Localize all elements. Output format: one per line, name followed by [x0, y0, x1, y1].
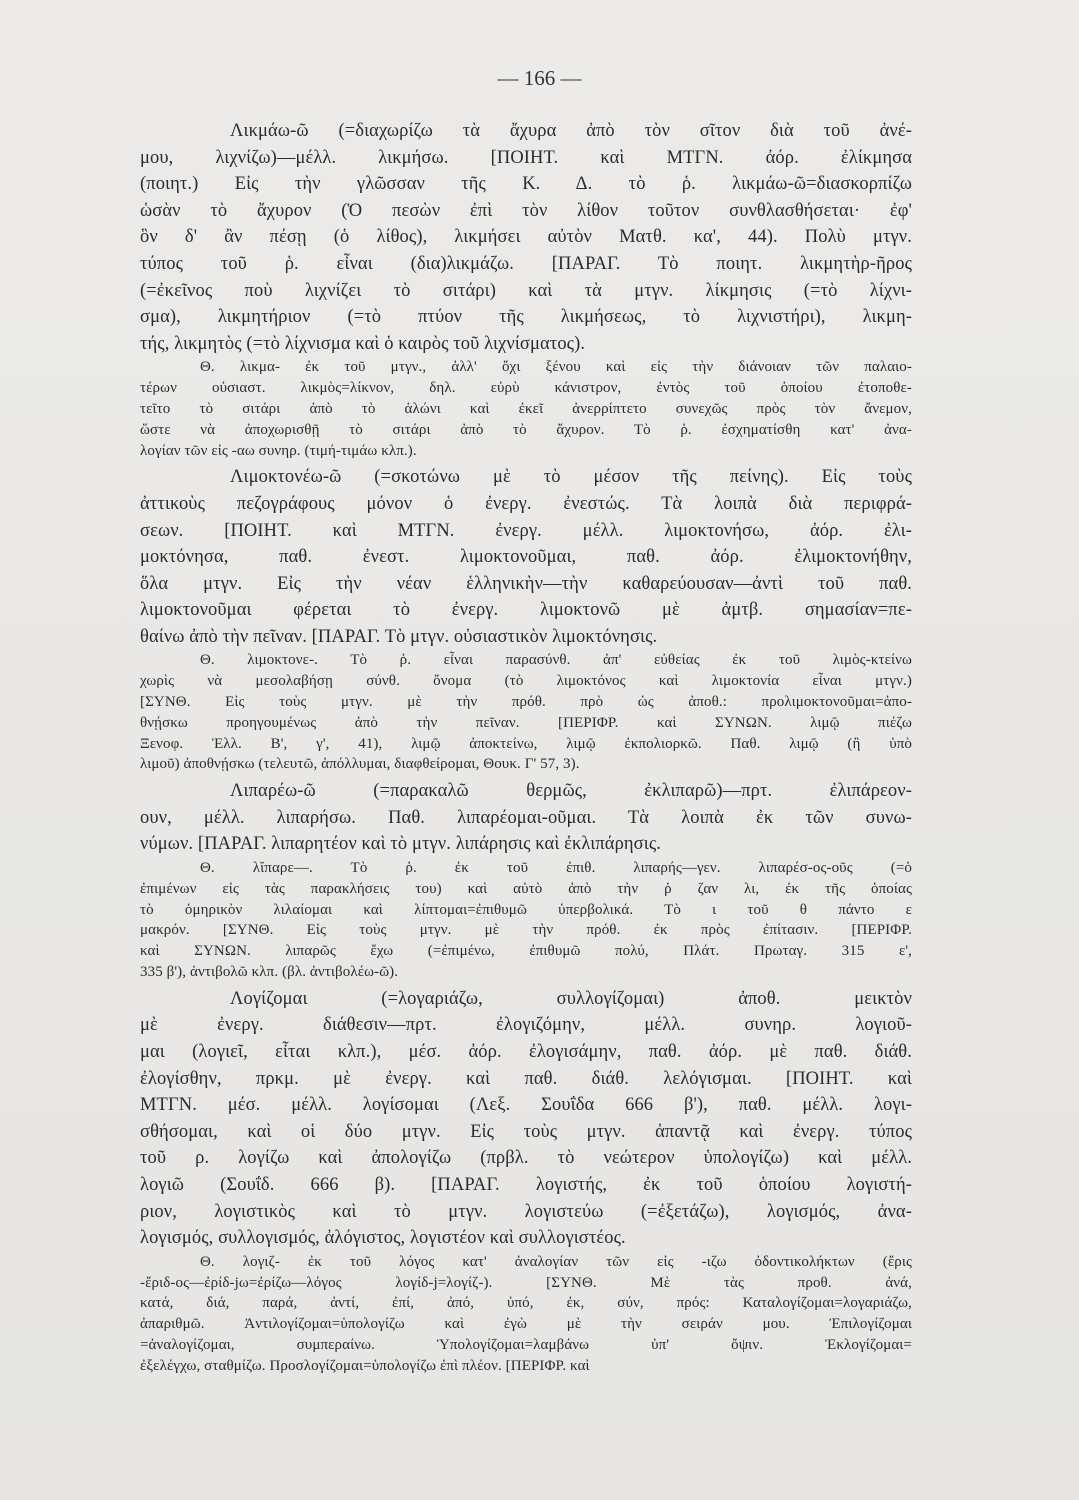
note-line: μακρόν. [ΣΥΝΘ. Εἰς τοὺς μτγν. μὲ τὴν πρόθ. ἐκ πρὸς ἐπίτασιν. [ΠΕΡΙΦΡ. — [140, 922, 912, 939]
entry-line: ἐλογίσθην, πρκμ. μὲ ἐνεργ. καὶ παθ. διάθ. λελόγισμαι. [ΠΟΙΗΤ. καὶ — [140, 1068, 912, 1089]
entry-line: τύπος τοῦ ῥ. εἶναι (δια)λικμάζω. [ΠΑΡΑΓ. Τὸ ποιητ. λικμητὴρ-ῆρος — [140, 253, 912, 274]
entry-line: ριον, λογιστικὸς καὶ τὸ μτγν. λογιστεύω (=ἐξετάζω), λογισμός, ἀνα- — [140, 1201, 912, 1222]
etymology-note — [140, 650, 912, 775]
entry-line: μὲ ἐνεργ. διάθεσιν—πρτ. ἐλογιζόμην, μέλλ. συνηρ. λογιοῦ- — [140, 1015, 912, 1036]
note-line: κατά, διά, παρά, ἀντί, ἐπί, ἀπό, ὑπό, ἐκ, σύν, πρός: Καταλογίζομαι=λογαριάζω, — [140, 1295, 912, 1312]
note-line: [ΣΥΝΘ. Εἰς τοὺς μτγν. μὲ τὴν πρόθ. πρὸ ὡς ἀποθ.: προλιμοκτονοῦμαι=ἀπο- — [140, 694, 912, 711]
entry-line: Λιμοκτονέω-ῶ (=σκοτώνω μὲ τὸ μέσον τῆς πείνης). Εἰς τοὺς — [230, 467, 912, 488]
entry-line: Λιπαρέω-ῶ (=παρακαλῶ θερμῶς, ἐκλιπαρῶ)—πρτ. ἐλιπάρεον- — [230, 781, 912, 802]
note-line: Θ. λογιζ- ἐκ τοῦ λόγος κατ' ἀναλογίαν τῶν εἰς -ιζω ὀδοντικολήκτων (ἔρις — [200, 1253, 912, 1270]
note-line: τεῖτο τὸ σιτάρι ἀπὸ τὸ ἁλώνι καὶ ἐκεῖ ἀνερρίπτετο συνεχῶς πρὸς τὸν ἄνεμον, — [140, 400, 912, 417]
entry-body — [140, 118, 912, 357]
entry-line: μαι (λογιεῖ, εἶται κλπ.), μέσ. ἀόρ. ἐλογισάμην, παθ. ἀόρ. μὲ παθ. διάθ. — [140, 1042, 912, 1063]
entry-line: τής, λικμητὸς (=τὸ λίχνισμα καὶ ὁ καιρὸς τοῦ λιχνίσματος). — [140, 333, 586, 354]
etymology-note — [140, 357, 912, 461]
note-line: θνῄσκω προηγουμένως ἀπὸ τὴν πεῖναν. [ΠΕΡΙΦΡ. καὶ ΣΥΝΩΝ. λιμῷ πιέζω — [140, 714, 912, 731]
note-line: ἐπιμένων εἰς τὰς παρακλήσεις του) καὶ αὐτὸ ἀπὸ τὴν ῥ ζαν λι, ἐκ τῆς ὁποίας — [140, 880, 912, 897]
entry-logizomai — [140, 986, 912, 1377]
entry-body — [140, 464, 912, 650]
entry-line: (ποιητ.) Εἰς τὴν γλῶσσαν τῆς Κ. Δ. τὸ ῥ. λικμάω-ῶ=διασκορπίζω — [140, 174, 912, 195]
note-line: Θ. λῐπαρε—. Τὸ ῥ. ἐκ τοῦ ἐπιθ. λιπαρής—γεν. λιπαρέσ-ος-οῦς (=ὁ — [200, 860, 912, 877]
entry-line: νύμων. [ΠΑΡΑΓ. λιπαρητέον καὶ τὸ μτγν. λιπάρησις καὶ ἐκλιπάρησις. — [140, 834, 661, 855]
etymology-note — [140, 1252, 912, 1377]
note-line: =ἀναλογίζομαι, συμπεραίνω. Ὑπολογίζομαι=λαμβάνω ὑπ' ὄψιν. Ἐκλογίζομαι= — [140, 1336, 912, 1353]
note-line: 335 β'), ἀντιβολῶ κλπ. (βλ. ἀντιβολέω-ῶ). — [140, 964, 399, 981]
note-line: ὥστε νὰ ἀποχωρισθῇ τὸ σιτάρι ἀπὸ τὸ ἄχυρον. Τὸ ῥ. ἐσχηματίσθη κατ' ἀνα- — [140, 421, 912, 438]
entry-likmao — [140, 118, 912, 461]
entry-line: Λογίζομαι (=λογαριάζω, συλλογίζομαι) ἀποθ. μεικτὸν — [230, 988, 912, 1009]
note-line: λιμοῦ) ἀποθνῄσκω (τελευτῶ, ἀπόλλυμαι, διαφθείρομαι, Θουκ. Γ' 57, 3). — [140, 756, 580, 773]
note-line: -ἔριδ-ος—ἐρίδ-jω=ἐρίζω—λόγος λογίδ-j=λογίζ-). [ΣΥΝΘ. Μὲ τὰς προθ. ἀνά, — [140, 1274, 912, 1291]
entry-line: ὡσὰν τὸ ἄχυρον (Ὁ πεσὼν ἐπὶ τὸν λίθον τοῦτον συνθλασθήσεται· ἐφ' — [140, 200, 912, 221]
note-line: καὶ ΣΥΝΩΝ. λιπαρῶς ἔχω (=ἐπιμένω, ἐπιθυμῶ πολύ, Πλάτ. Πρωταγ. 315 ε', — [140, 943, 912, 960]
entry-line: Λικμάω-ῶ (=διαχωρίζω τὰ ἄχυρα ἀπὸ τὸν σῖτον διὰ τοῦ ἀνέ- — [230, 121, 912, 141]
entry-limoktoneo — [140, 464, 912, 775]
entry-line: σμα), λικμητήριον (=τὸ πτύον τῆς λικμήσεως, τὸ λιχνιστήρι), λικμη- — [140, 307, 912, 328]
entry-line: λογισμός, συλλογισμός, ἀλόγιστος, λογιστέον καὶ συλλογιστέος. — [140, 1228, 626, 1249]
entry-lipareo — [140, 778, 912, 983]
note-line: ἀπαριθμῶ. Ἀντιλογίζομαι=ὑπολογίζω καὶ ἐγὼ μὲ τὴν σειράν μου. Ἐπιλογίζομαι — [140, 1316, 912, 1333]
entry-line: τοῦ ρ. λογίζω καὶ ἀπολογίζω (πρβλ. τὸ νεώτερον ὑπολογίζω) καὶ μέλλ. — [140, 1148, 912, 1169]
entry-line: σεων. [ΠΟΙΗΤ. καὶ ΜΤΓΝ. ἐνεργ. μέλλ. λιμοκτονήσω, ἀόρ. ἐλι- — [140, 520, 912, 541]
note-line: χωρὶς νὰ μεσολαβήσῃ σύνθ. ὄνομα (τὸ λιμοκτόνος καὶ λιμοκτονία εἶναι μτγν.) — [140, 673, 912, 690]
entry-line: ΜΤΓΝ. μέσ. μέλλ. λογίσομαι (Λεξ. Σουΐδα 666 β'), παθ. μέλλ. λογι- — [140, 1095, 912, 1116]
entry-line: θαίνω ἀπὸ τὴν πεῖναν. [ΠΑΡΑΓ. Τὸ μτγν. οὐσιαστικὸν λιμοκτόνησις. — [140, 626, 658, 647]
etymology-note — [140, 858, 912, 983]
entry-body — [140, 986, 912, 1252]
entry-line: σθήσομαι, καὶ οἱ δύο μτγν. Εἰς τοὺς μτγν. ἀπαντᾷ καὶ ἐνεργ. τύπος — [140, 1121, 912, 1142]
note-line: Θ. λιμοκτονε-. Τὸ ῥ. εἶναι παρασύνθ. ἀπ' εὐθείας ἐκ τοῦ λιμὸς-κτείνω — [200, 652, 912, 669]
note-line: Ξενοφ. Ἑλλ. Β', γ', 41), λιμῷ ἀποκτείνω, λιμῷ ἐκπολιορκῶ. Παθ. λιμῷ (ἢ ὑπὸ — [140, 735, 912, 752]
entry-line: μου, λιχνίζω)—μέλλ. λικμήσω. [ΠΟΙΗΤ. καὶ ΜΤΓΝ. ἀόρ. ἐλίκμησα — [140, 147, 912, 168]
note-line: λογίαν τῶν εἰς -αω συνηρ. (τιμή-τιμάω κλπ.). — [140, 442, 417, 459]
note-line: τὸ ὁμηρικὸν λιλαίομαι καὶ λίπτομαι=ἐπιθυμῶ ὑπερβολικά. Τὸ ι τοῦ θ πάντο ε — [140, 901, 912, 918]
entry-line: λογιῶ (Σουΐδ. 666 β). [ΠΑΡΑΓ. λογιστής, ἐκ τοῦ ὁποίου λογιστή- — [140, 1174, 912, 1195]
note-line: ἐξελέγχω, σταθμίζω. Προσλογίζομαι=ὑπολογίζω ἐπὶ πλέον. [ΠΕΡΙΦΡ. καὶ — [140, 1357, 590, 1374]
entry-line: (=ἐκεῖνος ποὺ λιχνίζει τὸ σιτάρι) καὶ τὰ μτγν. λίκμησις (=τὸ λίχνι- — [140, 280, 912, 301]
dictionary-text — [140, 118, 912, 1380]
note-line: Θ. λικμα- ἐκ τοῦ μτγν., ἀλλ' ὄχι ξένου καὶ εἰς τὴν διάνοιαν τῶν παλαιο- — [200, 359, 912, 376]
entry-line: ὃν δ' ἂν πέσῃ (ὁ λίθος), λικμήσει αὐτὸν Ματθ. κα', 44). Πολὺ μτγν. — [140, 227, 912, 248]
entry-line: μοκτόνησα, παθ. ἐνεστ. λιμοκτονοῦμαι, παθ. ἀόρ. ἐλιμοκτονήθην, — [140, 547, 912, 568]
note-line: τέρων οὐσιαστ. λικμὸς=λίκνον, δηλ. εὐρὺ κάνιστρον, ἐντὸς τοῦ ὁποίου ἐτοποθε- — [140, 380, 912, 397]
entry-line: λιμοκτονοῦμαι φέρεται τὸ ἐνεργ. λιμοκτονῶ μὲ ἀμτβ. σημασίαν=πε- — [140, 600, 912, 621]
entry-line: ουν, μέλλ. λιπαρήσω. Παθ. λιπαρέομαι-οῦμαι. Τὰ λοιπὰ ἐκ τῶν συνω- — [140, 807, 912, 828]
entry-line: ἀττικοὺς πεζογράφους μόνον ὁ ἐνεργ. ἐνεστώς. Τὰ λοιπὰ διὰ περιφρά- — [140, 493, 912, 514]
entry-body — [140, 778, 912, 858]
entry-line: ὅλα μτγν. Εἰς τὴν νέαν ἑλληνικὴν—τὴν καθαρεύουσαν—ἀντὶ τοῦ παθ. — [140, 573, 912, 594]
page-number: — 166 — — [497, 66, 582, 90]
